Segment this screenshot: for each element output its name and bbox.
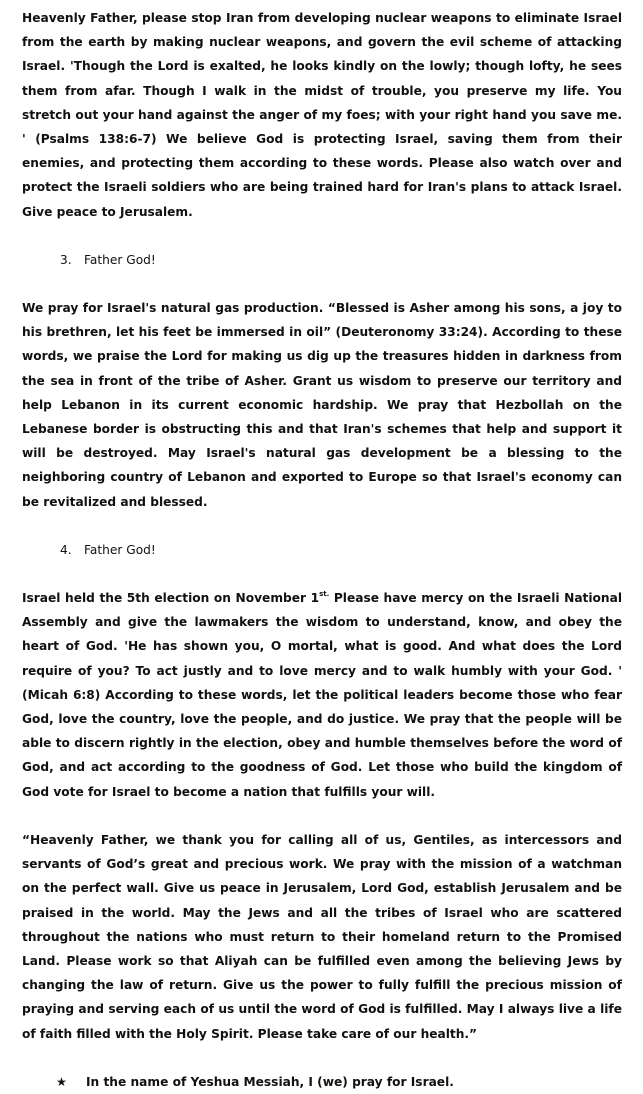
paragraph-election-prayer: [22, 586, 622, 804]
section-title: Father God!: [84, 542, 156, 557]
spacer: [22, 272, 622, 296]
paragraph-iran-prayer: Heavenly Father, please stop Iran from developing nuclear weapons to eliminate Israel from the earth by making nuclear weapons, and govern the evil scheme of attacking Israel. 'Though the Lord is exalted, he looks kindly on the lowly; though lofty, he sees them from afar. Though I walk in the midst of trouble, you preserve my life. You stretch out your hand against the anger of my foes; with your right hand you save me. ' (Psalms 138:6-7) We believe God is protecting Israel, saving them from their enemies, and protecting them according to these words. Please also watch over and protect the Israeli soldiers who are being trained hard for Iran's plans to attack Israel. Give peace to Jerusalem.: [22, 11, 622, 219]
ordinal-suffix: st.: [319, 590, 330, 599]
section-number: 4.: [60, 542, 72, 557]
spacer: [22, 514, 622, 538]
paragraph-text-rest: Please have mercy on the Israeli National Assembly and give the lawmakers the wisdom to understand, know, and obey the heart of God. 'He has shown you, O mortal, what is good. And what does the Lord require of you? To act justly and to love mercy and to walk humbly with your God. ' (Micah 6:8) According to these words, let the political leaders become those who fear God, love the country, love the people, and do justice. We pray that the people will be able to discern rightly in the election, obey and humble themselves before the word of God, and act according to the goodness of God. Let those who build the kingdom of God vote for Israel to become a nation that fulfills your will.: [22, 591, 623, 799]
spacer: [22, 562, 622, 586]
paragraph-natural-gas-prayer: We pray for Israel's natural gas production. “Blessed is Asher among his sons, a joy to his brethren, let his feet be immersed in oil” (Deuteronomy 33:24). According to these words, we praise the Lord for making us dig up the treasures hidden in darkness from the sea in front of the tribe of Asher. Grant us wisdom to preserve our territory and help Lebanon in its current economic hardship. We pray that Hezbollah on the Lebanese border is obstructing this and that Iran's schemes that help and support it will be destroyed. May Israel's natural gas development be a blessing to the neighboring country of Lebanon and exported to Europe so that Israel's economy can be revitalized and blessed.: [22, 301, 622, 509]
section-number: 3.: [60, 252, 72, 267]
document-page: [22, 6, 622, 1094]
paragraph-closing-prayer: “Heavenly Father, we thank you for calling all of us, Gentiles, as intercessors and servants of God’s great and precious work. We pray with the mission of a watchman on the perfect wall. Give us peace in Jerusalem, Lord God, establish Jerusalem and be praised in the world. May the Jews and all the tribes of Israel who are scattered throughout the nations who must return to their homeland return to the Promised Land. Please work so that Aliyah can be fulfilled even among the believing Jews by changing the law of return. Give us the power to fully fulfill the precious mission of praying and serving each of us until the word of God is fulfilled. May I always live a life of faith filled with the Holy Spirit. Please take care of our health.”: [22, 832, 622, 1041]
paragraph-text-start: Israel held the 5th election on November 1: [22, 591, 320, 606]
spacer: [22, 224, 622, 248]
spacer: [22, 804, 622, 828]
closing-line: [22, 1070, 622, 1094]
section-title: Father God!: [84, 252, 156, 267]
star-icon: ★: [56, 1074, 67, 1089]
section-heading-3: [22, 248, 622, 272]
spacer: [22, 1046, 622, 1070]
closing-text: In the name of Yeshua Messiah, I (we) pray for Israel.: [86, 1074, 454, 1089]
section-heading-4: [22, 538, 622, 562]
